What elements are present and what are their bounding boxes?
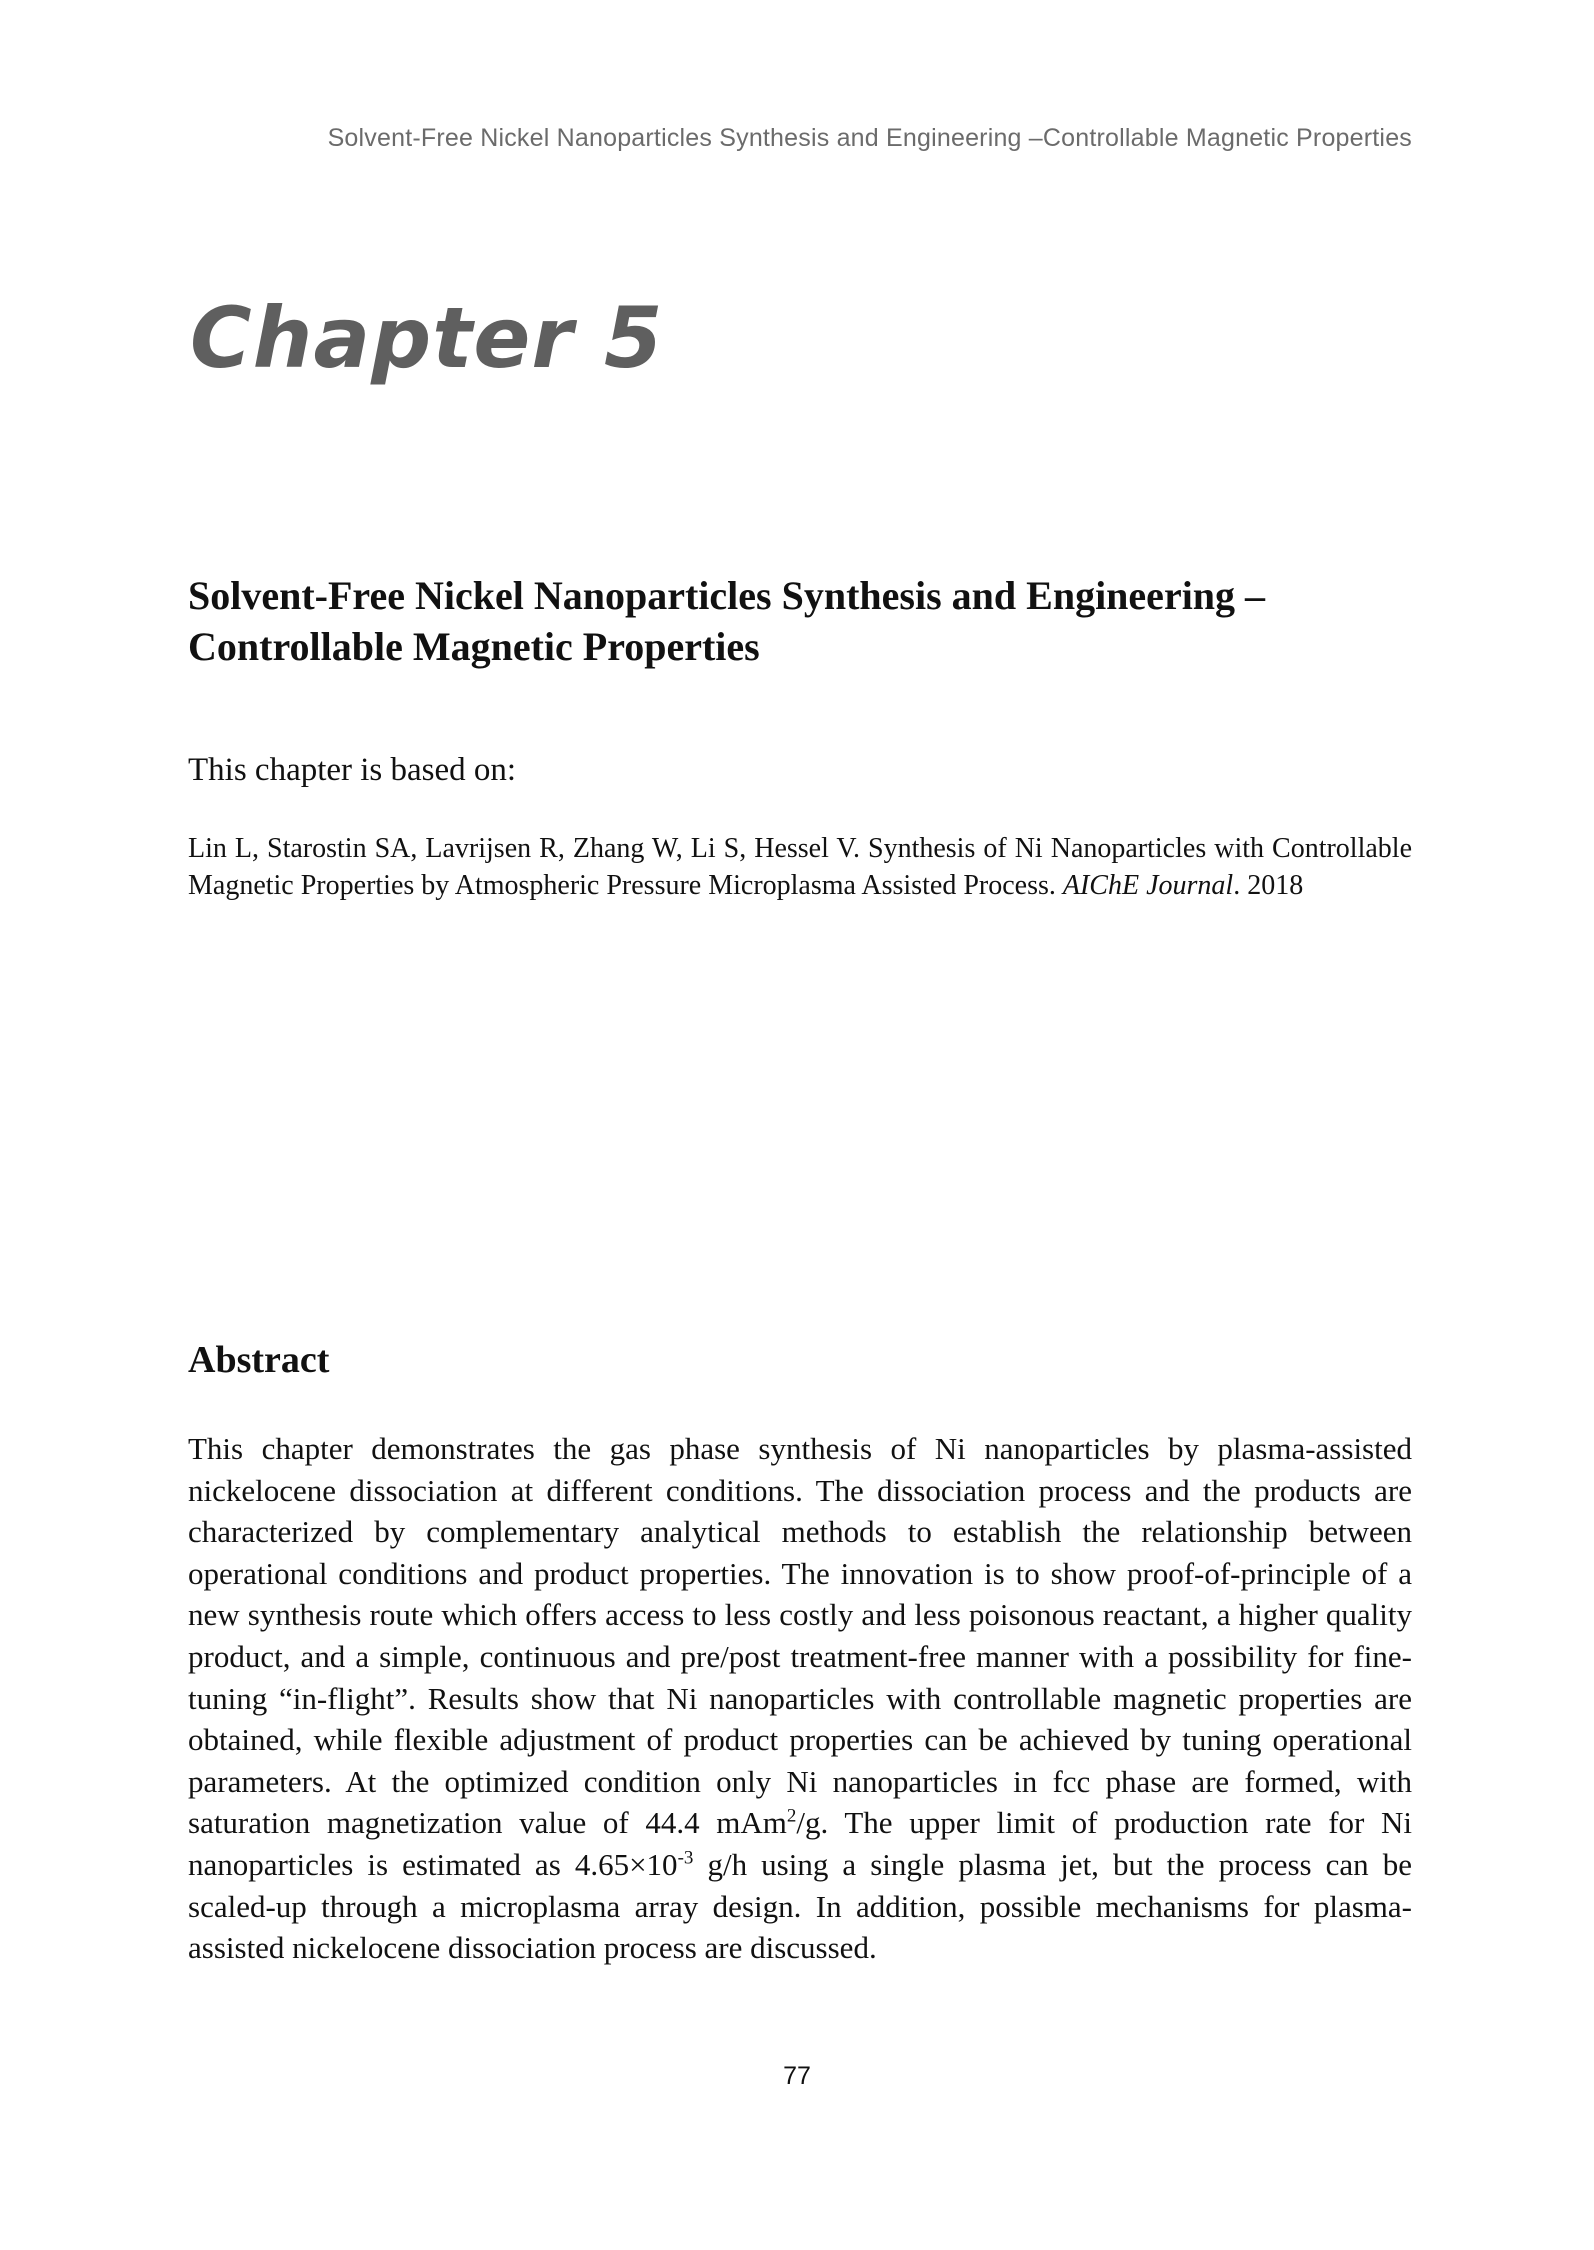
abstract-part-3: g/h using a single plasma jet, but the process can be scaled-up through a microplasma array design. In addition, possible mechanisms for plasma-assisted nickelocene dissociation process are discussed.: [188, 1846, 1412, 1966]
abstract-superscript-1: 2: [786, 1806, 797, 1828]
citation-text: Lin L, Starostin SA, Lavrijsen R, Zhang W, Li S, Hessel V. Synthesis of Ni Nanoparticles with Controllable Magnetic Properties by Atmospheric Pressure Microplasma Assisted Process.: [188, 833, 1412, 901]
citation-journal: AIChE Journal: [1062, 870, 1234, 901]
abstract-superscript-2: -3: [677, 1847, 694, 1869]
chapter-title-line-1: Solvent-Free Nickel Nanoparticles Synthesis and Engineering –: [188, 573, 1266, 618]
abstract-heading: Abstract: [188, 1339, 330, 1381]
page-number: 77: [783, 2062, 811, 2090]
citation-year: . 2018: [1233, 870, 1304, 901]
chapter-title: [188, 570, 1428, 672]
chapter-title-line-2: Controllable Magnetic Properties: [188, 624, 760, 669]
abstract-part-1: This chapter demonstrates the gas phase synthesis of Ni nanoparticles by plasma-assisted nickelocene dissociation at different conditions. The dissociation process and the products are characterized by complementary analytical methods to establish the relationship between operational conditions and product properties. The innovation is to show proof-of-principle of a new synthesis route which offers access to less costly and less poisonous reactant, a higher quality product, and a simple, continuous and pre/post treatment-free manner with a possibility for fine-tuning “in-flight”. Results show that Ni nanoparticles with controllable magnetic properties are obtained, while flexible adjustment of product properties can be achieved by tuning operational parameters. At the optimized condition only Ni nanoparticles in fcc phase are formed, with saturation magnetization value of 44.4 mAm: [188, 1431, 1412, 1841]
abstract-body: [188, 1428, 1412, 1969]
abstract-part-2: /g. The upper limit of production rate for Ni nanoparticles is estimated as 4.65×10: [188, 1805, 1412, 1882]
chapter-label: Chapter 5: [190, 289, 664, 387]
based-on-label: This chapter is based on:: [188, 752, 517, 788]
citation: [188, 830, 1412, 904]
running-header: Solvent-Free Nickel Nanoparticles Synthesis and Engineering –Controllable Magnetic Properties: [327, 124, 1412, 152]
